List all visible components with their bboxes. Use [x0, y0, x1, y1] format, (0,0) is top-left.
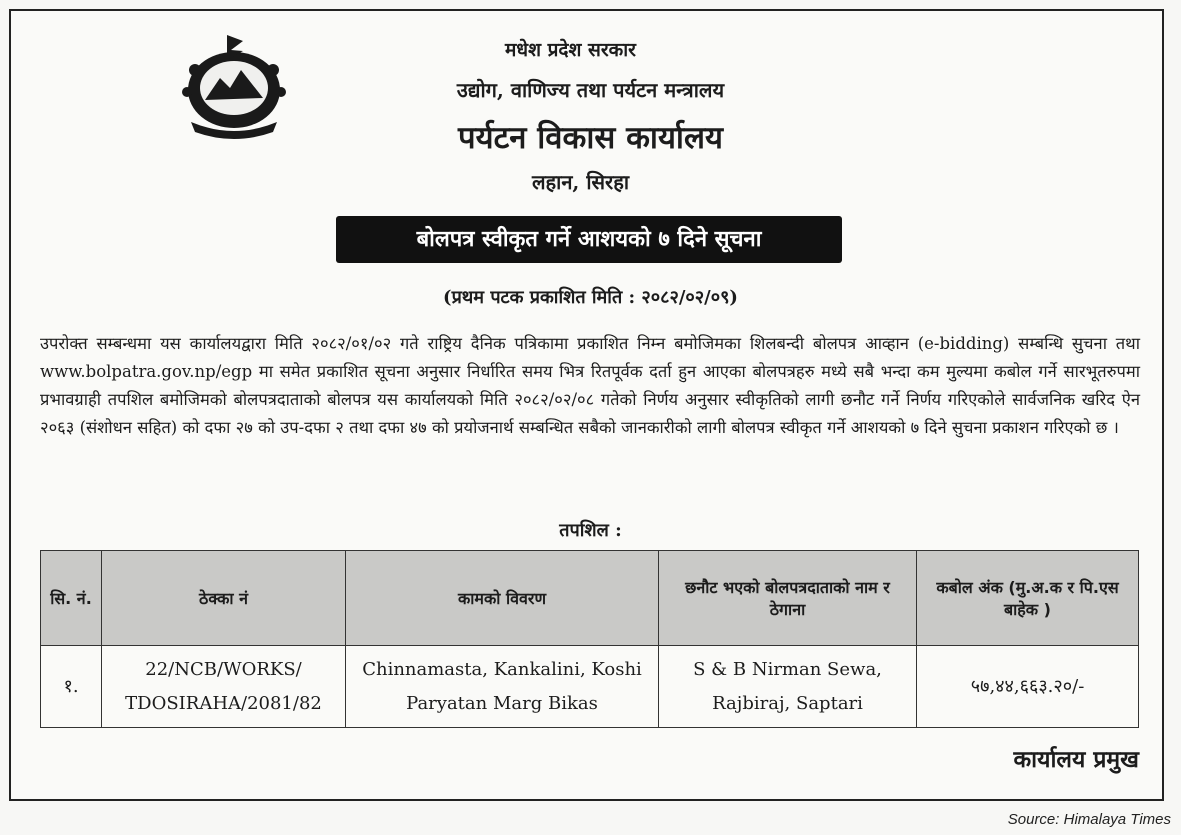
details-heading: तपशिल : [559, 520, 622, 541]
cell-description: Chinnamasta, Kankalini, Koshi Paryatan Marg Bikas [346, 646, 659, 728]
header-contract-no: ठेक्का नं [102, 551, 346, 646]
table-header-row [41, 551, 1139, 646]
cell-bidder: S & B Nirman Sewa, Rajbiraj, Saptari [659, 646, 917, 728]
office-name: पर्यटन विकास कार्यालय [458, 120, 723, 156]
office-chief-signature: कार्यालय प्रमुख [1013, 746, 1139, 773]
notice-title-banner: बोलपत्र स्वीकृत गर्ने आशयको ७ दिने सूचना [336, 216, 842, 263]
header-description: कामको विवरण [346, 551, 659, 646]
notice-body: उपरोक्त सम्बन्धमा यस कार्यालयद्वारा मिति २०८२/०१/०२ गते राष्ट्रिय दैनिक पत्रिकामा प्रकाशित निम्न बमोजिमका शिलबन्दी बोलपत्र आव्हान (e-bidding) सम्बन्धि सुचना तथा www.bolpatra.gov.np/egp मा समेत प्रकाशित सूचना अनुसार निर्धारित समय भित्र रितपूर्वक दर्ता हुन आएका बोलपत्रहरु मध्ये सबै भन्दा कम मुल्यमा कबोल गर्ने सारभूतरुपमा प्रभावग्राही तपशिल बमोजिमको बोलपत्रदाताको बोलपत्र यस कार्यालयको मिति २०८२/०२/०८ गतेको निर्णय अनुसार स्वीकृतिको लागी छनौट गर्ने निर्णय गरिएकोले सार्वजनिक खरिद ऐन २०६३ (संशोधन सहित) को दफा २७ को उप-दफा २ तथा दफा ४७ को प्रयोजनार्थ सम्बन्धित सबैको जानकारीको लागी बोलपत्र स्वीकृत गर्ने आशयको ७ दिने सुचना प्रकाशन गरिएको छ । [40, 334, 1140, 437]
cell-amount: ५७,४४,६६३.२०/- [917, 646, 1139, 728]
header-bidder: छनौट भएको बोलपत्रदाताको नाम र ठेगाना [659, 551, 917, 646]
header-amount: कबोल अंक (मु.अ.क र पि.एस बाहेक ) [917, 551, 1139, 646]
header-sn: सि. नं. [41, 551, 102, 646]
table-row [41, 646, 1139, 728]
cell-sn: १. [41, 646, 102, 728]
publish-date: (प्रथम पटक प्रकाशित मिति : २०८२/०२/०९) [443, 287, 738, 308]
source-credit: Source: Himalaya Times [1007, 811, 1171, 828]
ministry-name: उद्योग, वाणिज्य तथा पर्यटन मन्त्रालय [456, 78, 725, 102]
government-name: मधेश प्रदेश सरकार [505, 39, 636, 61]
bid-table [40, 550, 1139, 728]
cell-contract-no: 22/NCB/WORKS/ TDOSIRAHA/2081/82 [102, 646, 346, 728]
office-location: लहान, सिरहा [531, 170, 630, 194]
